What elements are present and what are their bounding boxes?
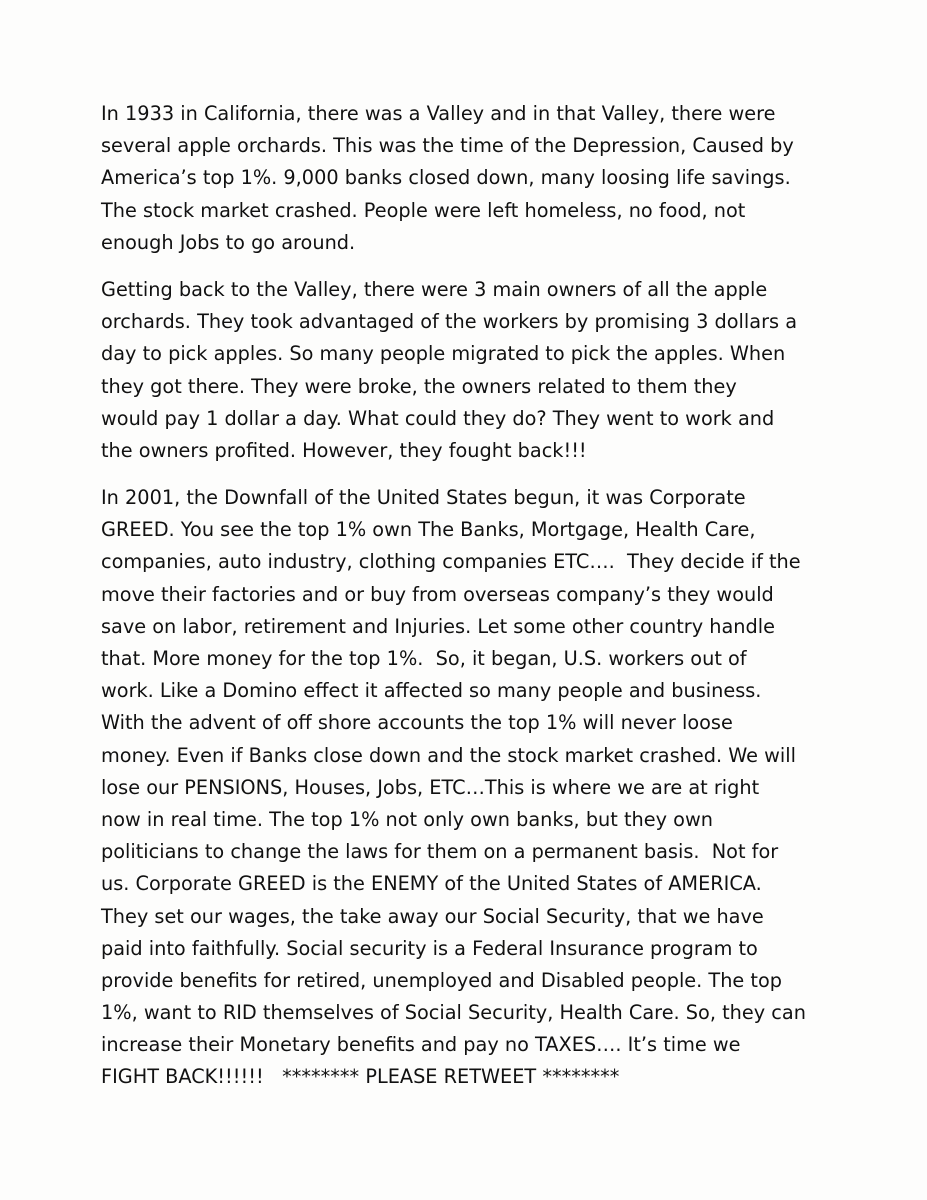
text-line: lose our PENSIONS, Houses, Jobs, ETC…This is where we are at right bbox=[101, 775, 760, 799]
text-line: now in real time. The top 1% not only own banks, but they own bbox=[101, 807, 713, 831]
text-line: would pay 1 dollar a day. What could they do? They went to work and bbox=[101, 406, 775, 430]
text-line: work. Like a Domino effect it affected so many people and business. bbox=[101, 679, 762, 703]
paragraph-gap bbox=[101, 259, 831, 274]
text-line: America’s top 1%. 9,000 banks closed down, many loosing life savings. bbox=[101, 166, 791, 190]
text-line: 1%, want to RID themselves of Social Security, Health Care. So, they can bbox=[101, 1001, 806, 1025]
text-line: The stock market crashed. People were left homeless, no food, not bbox=[101, 198, 746, 222]
paragraph-2 bbox=[101, 274, 831, 467]
text-line: day to pick apples. So many people migrated to pick the apples. When bbox=[101, 342, 786, 366]
text-line: In 2001, the Downfall of the United States begun, it was Corporate bbox=[101, 486, 746, 510]
paragraph-3 bbox=[101, 482, 831, 1094]
text-line: increase their Monetary benefits and pay no TAXES…. It’s time we bbox=[101, 1033, 741, 1057]
text-line: paid into faithfully. Social security is a Federal Insurance program to bbox=[101, 936, 758, 960]
text-line: In 1933 in California, there was a Valley and in that Valley, there were bbox=[101, 102, 776, 125]
text-line: They set our wages, the take away our Social Security, that we have bbox=[101, 904, 764, 928]
text-line: FIGHT BACK!!!!!! ******** PLEASE RETWEET ******** bbox=[101, 1065, 620, 1089]
paragraph-1 bbox=[101, 98, 831, 259]
paragraph-gap bbox=[101, 467, 831, 482]
text-line: companies, auto industry, clothing companies ETC…. They decide if the bbox=[101, 550, 801, 574]
text-line: Getting back to the Valley, there were 3 main owners of all the apple bbox=[101, 277, 768, 301]
text-line: With the advent of off shore accounts the top 1% will never loose bbox=[101, 711, 733, 735]
text-line: provide benefits for retired, unemployed and Disabled people. The top bbox=[101, 968, 783, 992]
text-line: politicians to change the laws for them on a permanent basis. Not for bbox=[101, 840, 779, 864]
text-line: the owners profited. However, they fought back!!! bbox=[101, 438, 587, 462]
text-line: orchards. They took advantaged of the workers by promising 3 dollars a bbox=[101, 310, 798, 334]
text-line: save on labor, retirement and Injuries. Let some other country handle bbox=[101, 614, 775, 638]
letter-body bbox=[101, 98, 831, 1094]
text-line: several apple orchards. This was the time of the Depression, Caused by bbox=[101, 134, 794, 158]
text-line: they got there. They were broke, the owners related to them they bbox=[101, 374, 737, 398]
text-line: that. More money for the top 1%. So, it began, U.S. workers out of bbox=[101, 647, 747, 670]
text-line: us. Corporate GREED is the ENEMY of the United States of AMERICA. bbox=[101, 872, 762, 896]
text-line: money. Even if Banks close down and the stock market crashed. We will bbox=[101, 743, 796, 767]
text-line: GREED. You see the top 1% own The Banks, Mortgage, Health Care, bbox=[101, 518, 756, 542]
text-line: enough Jobs to go around. bbox=[101, 230, 356, 254]
text-line: move their factories and or buy from overseas company’s they would bbox=[101, 582, 774, 606]
